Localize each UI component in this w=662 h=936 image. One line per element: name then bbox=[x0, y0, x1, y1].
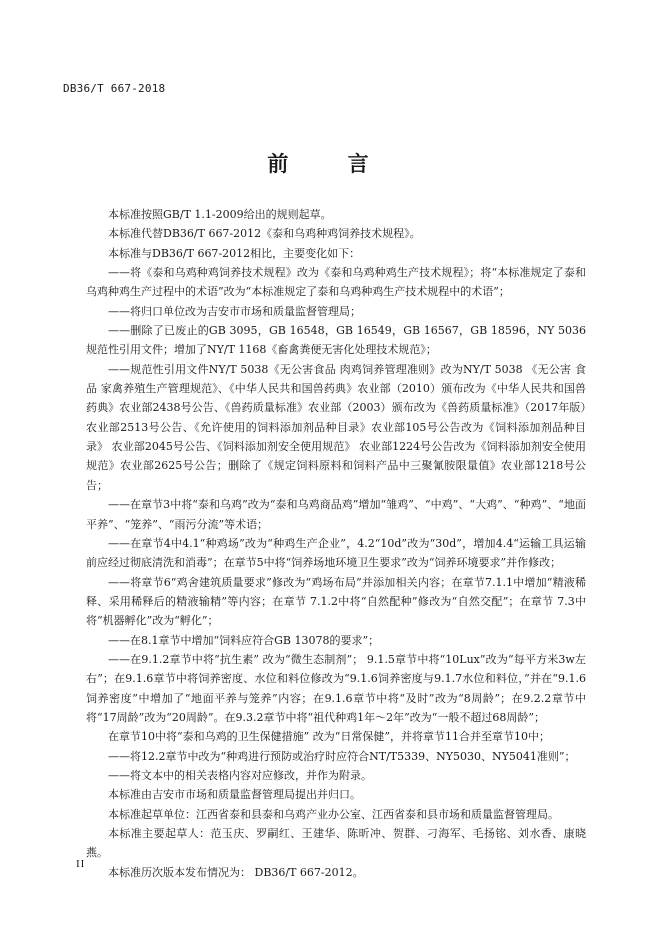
paragraph-changes-intro: 本标准与DB36/T 667-2012相比，主要变化如下： bbox=[108, 246, 361, 260]
foreword-body bbox=[86, 205, 586, 882]
change-item-authority: ——将归口单位改为吉安市市场和质量监督管理局； bbox=[108, 304, 361, 318]
change-item-chapter-4-5: ——在章节4中4.1“种鸡场”改为“种鸡生产企业”，4.2“10d”改为“30d”，增加4.4“运输工具运输前应经过彻底清洗和消毒”；在章节5中将“饲养场地环境卫生要求”改为“饲养环境要求”并作修改； bbox=[86, 536, 586, 570]
change-item-normative-references: ——规范性引用文件NY/T 5038《无公害食品 肉鸡饲养管理准则》改为NY/T 5038 《无公害 食品 家禽养殖生产管理规范》、《中华人民共和国兽药典》农业部（2010）颁布改为《中华人民共和国兽药典》农业部2438号公告、《兽药质量标准》农业部（2003）颁布改为《兽药质量标准》（2017年版）农业部2513号公告、《允许使用的饲料添加剂品种目录》农业部105号公告改为《饲料添加剂品种目录》 农业部2045号公告、《饲料添加剂安全使用规范》 农业部1224号公告改为《饲料添加剂安全使用规范》农业部2625号公告；删除了《规定饲料原料和饲料产品中三聚氰胺限量值》农业部1218号公告； bbox=[86, 362, 586, 492]
change-item-title: ——将《泰和乌鸡种鸡饲养技术规程》改为《泰和乌鸡种鸡生产技术规程》；将“本标准规定了泰和乌鸡种鸡生产过程中的术语”改为“本标准规定了泰和乌鸡种鸡生产技术规程中的术语”； bbox=[86, 266, 586, 299]
paragraph-drafting-rules: 本标准按照GB/T 1.1-2009给出的规则起草。 bbox=[108, 208, 332, 221]
paragraph-drafting-units: 本标准起草单位：江西省泰和县泰和乌鸡产业办公室、江西省泰和县市场和质量监督管理局。 bbox=[108, 807, 559, 821]
change-item-chapter-8: ——在8.1章节中增加“饲料应符合GB 13078的要求”； bbox=[108, 633, 380, 647]
standard-code-header: DB36/T 667-2018 bbox=[63, 82, 166, 95]
change-item-chapter-3: ——在章节3中将“泰和乌鸡”改为“泰和乌鸡商品鸡”增加“雏鸡”、“中鸡”、“大鸡”、“种鸡”、“地面平养”、“笼养”、“雨污分流”等术语； bbox=[86, 498, 586, 531]
change-item-chapter-6-7: ——将章节6“鸡舍建筑质量要求”修改为“鸡场布局”并添加相关内容；在章节7.1.1中增加“精液稀释、采用稀释后的精液输精”等内容；在章节 7.1.2中将“自然配种”修改为“自然交配”；在章节 7.3中将“机器孵化”改为“孵化”； bbox=[86, 575, 586, 628]
paragraph-version-history: 本标准历次版本发布情况为： DB36/T 667-2012。 bbox=[108, 865, 364, 879]
paragraph-drafters: 本标准主要起草人：范玉庆、罗嗣红、王建华、陈昕冲、贺群、刁海军、毛扬铭、刘水香、康晓燕。 bbox=[86, 827, 586, 860]
change-item-tables: ——将文本中的相关表格内容对应修改，并作为附录。 bbox=[108, 768, 372, 782]
paragraph-replaces: 本标准代替DB36/T 667-2012《泰和乌鸡种鸡饲养技术规程》。 bbox=[108, 227, 421, 241]
page-number: II bbox=[76, 858, 86, 870]
change-item-chapter-9: ——在9.1.2章节中将“抗生素” 改为“微生态制剂”； 9.1.5章节中将“10Lux”改为“每平方米3w左右”；在9.1.6章节中将饲养密度、水位和料位修改为“9.1.6饲养密度与9.1.7水位和料位，”并在“9.1.6饲养密度”中增加了“地面平养与笼养”内容；在9.1.6章节中将“及时”改为“8周龄”；在9.2.2章节中将“17周龄”改为“20周龄”。在9.3.2章节中将“祖代种鸡1年～2年”改为“一般不超过68周龄”； bbox=[86, 652, 586, 724]
change-item-chapter-10: 在章节10中将“泰和乌鸡的卫生保健措施” 改为“日常保健”，并将章节11合并至章节10中； bbox=[108, 730, 550, 744]
page-title: 前 言 bbox=[267, 151, 395, 176]
paragraph-proposed-by: 本标准由吉安市市场和质量监督管理局提出并归口。 bbox=[108, 788, 361, 802]
change-item-removed-references: ——删除了已废止的GB 3095，GB 16548，GB 16549，GB 16567，GB 18596，NY 5036规范性引用文件；增加了NY/T 1168《畜禽粪便无害化处理技术规范》； bbox=[86, 324, 586, 357]
change-item-chapter-12: ——将12.2章节中改为“种鸡进行预防或治疗时应符合NT/T5339、NY5030、NY5041准则”； bbox=[108, 749, 576, 763]
